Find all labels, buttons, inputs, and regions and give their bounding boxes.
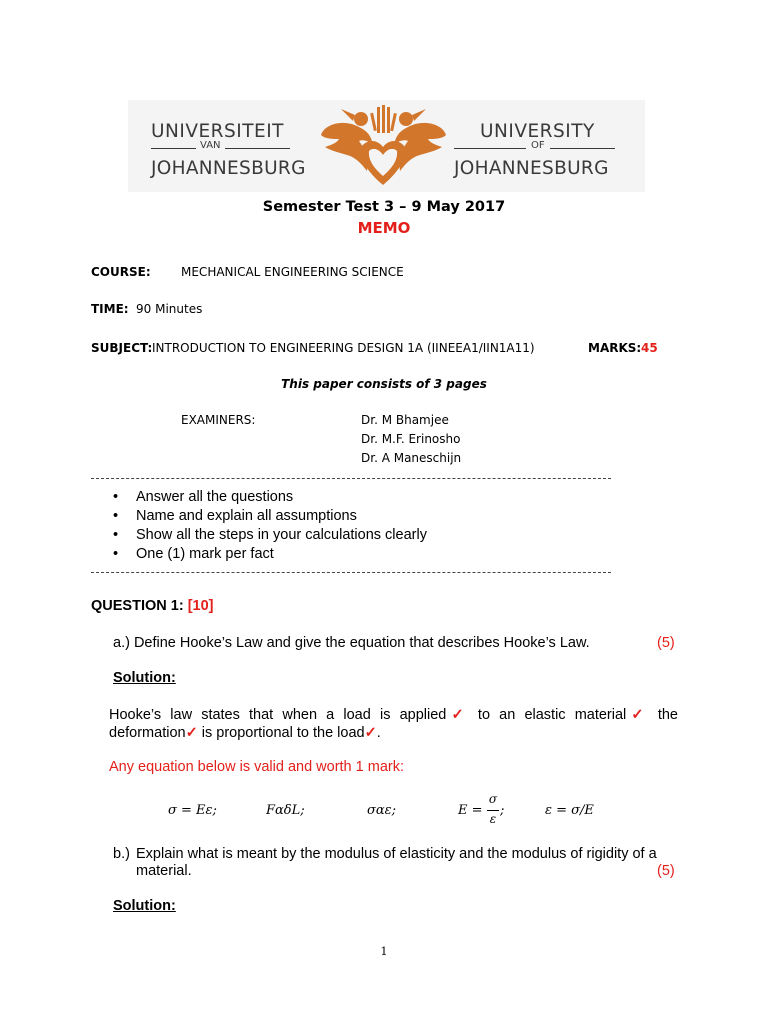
marks-label: MARKS: [588, 341, 642, 355]
instructions-list [91, 488, 427, 564]
logo-left-line1: UNIVERSITEIT [151, 121, 284, 142]
question1b-prefix: b.) [113, 846, 130, 862]
examiners-label: EXAMINERS: [181, 413, 256, 427]
question1b-marks: (5) [657, 863, 675, 879]
university-crest-icon [311, 105, 456, 189]
solution-b-label: Solution: [113, 898, 176, 914]
instruction-item: • Answer all the questions [91, 488, 427, 507]
check-icon: ✓ [185, 725, 198, 741]
subject-label: SUBJECT: [91, 341, 153, 355]
instruction-item: • Show all the steps in your calculations clearly [91, 526, 427, 545]
equation-4-fraction-bar [487, 810, 499, 811]
equation-4-numerator: σ [488, 792, 498, 806]
examiner-3: Dr. A Maneschijn [361, 451, 462, 465]
logo-left-rule [151, 148, 196, 149]
course-label: COURSE: [91, 265, 151, 279]
answer-text: Hooke’s law states that when a load is applied [109, 707, 447, 723]
memo-heading: MEMO [357, 219, 411, 237]
logo-left-line2: VAN [200, 140, 221, 151]
question1b-text: Explain what is meant by the modulus of elasticity and the modulus of rigidity of a material. [136, 846, 657, 879]
check-icon: ✓ [626, 707, 649, 723]
logo-right-line2: OF [531, 140, 545, 151]
equation-note: Any equation below is valid and worth 1 mark: [109, 759, 404, 775]
course-value: MECHANICAL ENGINEERING SCIENCE [181, 265, 404, 279]
instruction-item: • One (1) mark per fact [91, 545, 427, 564]
logo-right-rule2 [550, 148, 615, 149]
solution-a-label: Solution: [113, 670, 176, 686]
equation-4-denominator: ε [489, 812, 497, 826]
time-value: 90 Minutes [136, 302, 203, 316]
logo-left-rule2 [225, 148, 290, 149]
answer-text: to an elastic material [468, 707, 627, 723]
marks-value: 45 [641, 341, 658, 355]
equation-2: FαδL; [266, 803, 305, 818]
answer-text: . [376, 725, 381, 741]
question1-heading [91, 598, 213, 614]
question1-label: QUESTION 1: [91, 598, 184, 614]
equation-4-end: ; [500, 803, 505, 818]
answer-text: the deformation [109, 707, 678, 741]
examiner-1: Dr. M Bhamjee [361, 413, 449, 427]
pages-note: This paper consists of 3 pages [281, 377, 487, 391]
question1a-text: a.) Define Hooke’s Law and give the equation that describes Hooke’s Law. [113, 635, 590, 651]
logo-right-rule [454, 148, 526, 149]
subject-value: INTRODUCTION TO ENGINEERING DESIGN 1A (IINEEA1/IIN1A11) [152, 341, 535, 355]
divider-top [91, 478, 611, 479]
equation-1: σ = Eε; [168, 803, 217, 818]
logo-right-line1: UNIVERSITY [480, 121, 595, 142]
logo-left-line3: JOHANNESBURG [151, 158, 306, 179]
time-label: TIME: [91, 302, 129, 316]
test-title: Semester Test 3 – 9 May 2017 [262, 199, 506, 215]
check-icon: ✓ [446, 707, 469, 723]
question1a-marks: (5) [657, 635, 675, 651]
instruction-item: • Name and explain all assumptions [91, 507, 427, 526]
logo-right-line3: JOHANNESBURG [454, 158, 609, 179]
check-icon: ✓ [364, 725, 377, 741]
question1-marks: [10] [187, 598, 214, 614]
solution-a-answer [109, 706, 678, 742]
divider-bottom [91, 572, 611, 573]
equation-5: ε = σ/E [545, 803, 594, 818]
university-logo-banner [128, 100, 645, 192]
page-number: 1 [380, 945, 388, 958]
equation-3: σαε; [367, 803, 397, 818]
answer-text: is proportional to the load [197, 725, 365, 741]
equation-4-left: E = [458, 803, 483, 818]
examiner-2: Dr. M.F. Erinosho [361, 432, 461, 446]
